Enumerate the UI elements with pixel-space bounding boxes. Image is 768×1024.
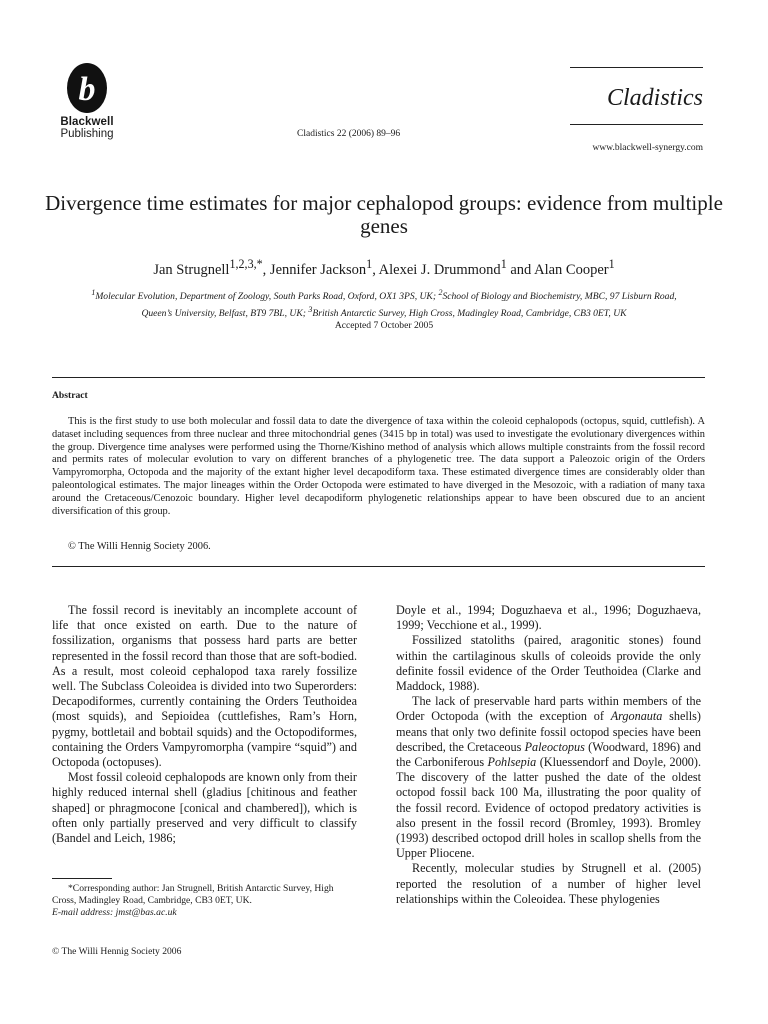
footnote-rule: [52, 878, 112, 879]
author-affil-sup: 1: [366, 257, 373, 271]
email-label: E-mail address:: [52, 907, 114, 918]
affiliation: Molecular Evolution, Department of Zoology, South Parks Road, Oxford, OX1 3PS, UK;: [95, 291, 437, 303]
abstract-heading: Abstract: [52, 390, 88, 401]
author-name: Jennifer Jackson: [269, 261, 367, 278]
abstract-copyright: © The Willi Hennig Society 2006.: [68, 541, 211, 552]
author-affil-sup: 1,2,3,*: [229, 257, 263, 271]
genus-name: Pohlsepia: [487, 755, 537, 770]
body-paragraph: Recently, molecular studies by Strugnell et al. (2005) reported the resolution of a number of higher level relationships within the Coleoidea. These phylogenies: [396, 861, 701, 906]
affiliation: British Antarctic Survey, High Cross, Madingley Road, Cambridge, CB3 0ET, UK: [312, 308, 627, 320]
publisher-name-line1: Blackwell: [60, 116, 114, 128]
body-paragraph: Doyle et al., 1994; Doguzhaeva et al., 1996; Doguzhaeva, 1999; Vecchione et al., 1999).: [396, 603, 701, 633]
corresponding-author: *Corresponding author: Jan Strugnell, British Antarctic Survey, High Cross, Madingley Road, Cambridge, CB3 0ET, UK.: [52, 883, 334, 906]
body-column-right: [396, 603, 701, 907]
abstract-text: This is the first study to use both molecular and fossil data to date the divergence of taxa within the coleoid cephalopods (octopus, squid, cuttlefish). A dataset including sequences from three nuclear and three mitochondrial genes (3415 bp in total) was used to investigate the evolutionary divergences within the group. Divergence time analyses were performed using the Thorne/Kishino method of analysis which allows multiple constraints from the fossil record and permits rates of molecular evolution to vary on different branches of a phylogenetic tree. The data support a Paleozoic origin of the Orders Vampyromorpha, Octopoda and the majority of the extant higher level decapodiform taxa. These estimated divergence times are considerably older than paleontological estimates. The major lineages within the Order Octopoda were estimated to have diverged in the Mesozoic, with a radiation of many taxa around the Cretaceous/Cenozoic boundary. Higher level decapodiform phylogenetic relationships appear to have been obscured due to an ancient diversification of this group.: [52, 416, 705, 517]
author-name: Jan Strugnell: [153, 261, 230, 278]
body-paragraph: Most fossil coleoid cephalopods are known only from their highly reduced internal shell (gladius [chitinous and feather shaped] or phragmocone [conical and chambered]), which is often only partially preserved and very difficult to classify (Bandel and Leich, 1986;: [52, 770, 357, 846]
abstract-top-rule: [52, 377, 705, 378]
journal-citation: Cladistics 22 (2006) 89–96: [297, 129, 401, 139]
body-paragraph: The lack of preservable hard parts within members of the Order Octopoda (with the exception of Argonauta shells) means that only two definite fossil octopod species have been described, the Cretaceous Paleoctopus (Woodward, 1896) and the Carboniferous Pohlsepia (Kluessendorf and Doyle, 2000). The discovery of the latter pushed the date of the oldest octopod fossil back 100 Ma, illustrating the poor quality of the fossil record. Evidence of octopod predatory activities is also present in the fossil record (Bromley, 1993). Bromley (1993) described octopod drill holes in scallop shells from the Upper Pliocene.: [396, 694, 701, 861]
author-affil-sup: 1: [500, 257, 507, 271]
author-name: Alan Cooper: [534, 261, 609, 278]
author-name: Alexei J. Drummond: [378, 261, 501, 278]
accepted-date: Accepted 7 October 2005: [334, 320, 434, 331]
email-address[interactable]: jmst@bas.ac.uk: [115, 907, 177, 918]
affiliations: [80, 286, 688, 320]
genus-name: Paleoctopus: [524, 739, 585, 754]
journal-top-rule: [570, 67, 703, 68]
affil-sup: 3: [308, 305, 313, 315]
article-title: Divergence time estimates for major cephalopod groups: evidence from multiple genes: [45, 191, 723, 238]
journal-url[interactable]: www.blackwell-synergy.com: [592, 143, 703, 153]
body-paragraph: The fossil record is inevitably an incomplete account of life that once existed on earth. Due to the nature of fossilization, organisms that possess hard parts are better represented in the fossil record than those that are soft-bodied. As a result, most coleoid cephalopod taxa rarely fossilize well. The Subclass Coleoidea is divided into two Superorders: Decapodiformes, currently containing the Orders Teuthoidea (most squids), and Sepioidea (cuttlefishes, Ram’s Horn, pygmy, bottletail and bobtail squids) and the Octopodiformes, containing the Orders Vampyromorpha (vampire “squid”) and Octopoda (octopuses).: [52, 603, 357, 770]
footer-copyright: © The Willi Hennig Society 2006: [52, 946, 182, 957]
logo-letter: b: [78, 71, 96, 108]
genus-name: Argonauta: [610, 709, 663, 724]
publisher-name-line2: Publishing: [60, 128, 114, 140]
body-column-left: [52, 603, 357, 846]
blackwell-logo-icon: [65, 62, 109, 114]
footnote: [52, 883, 357, 919]
abstract-bottom-rule: [52, 566, 705, 567]
author-affil-sup: 1: [608, 257, 615, 271]
author-list: Jan Strugnell$^{1,2,3,*}$, Jennifer Jackson$^1$, Alexei J. Drummond$^1$ and Alan Cooper$^1$: [153, 257, 615, 278]
journal-title: Cladistics: [606, 85, 703, 111]
journal-bottom-rule: [570, 124, 703, 125]
affil-sup: 1: [91, 288, 96, 297]
body-paragraph: Fossilized statoliths (paired, aragonitic stones) found within the cartilaginous skulls of coleoids provide the only definite fossil evidence of the Order Teuthoidea (Clarke and Maddock, 1988).: [396, 633, 701, 694]
affiliation: School of Biology and Biochemistry, MBC, 97 Lisburn Road, Queen’s University, Belfast, BT9 7BL, UK;: [141, 291, 677, 320]
affil-sup: 2: [438, 288, 443, 297]
publisher-logo: [52, 62, 122, 140]
